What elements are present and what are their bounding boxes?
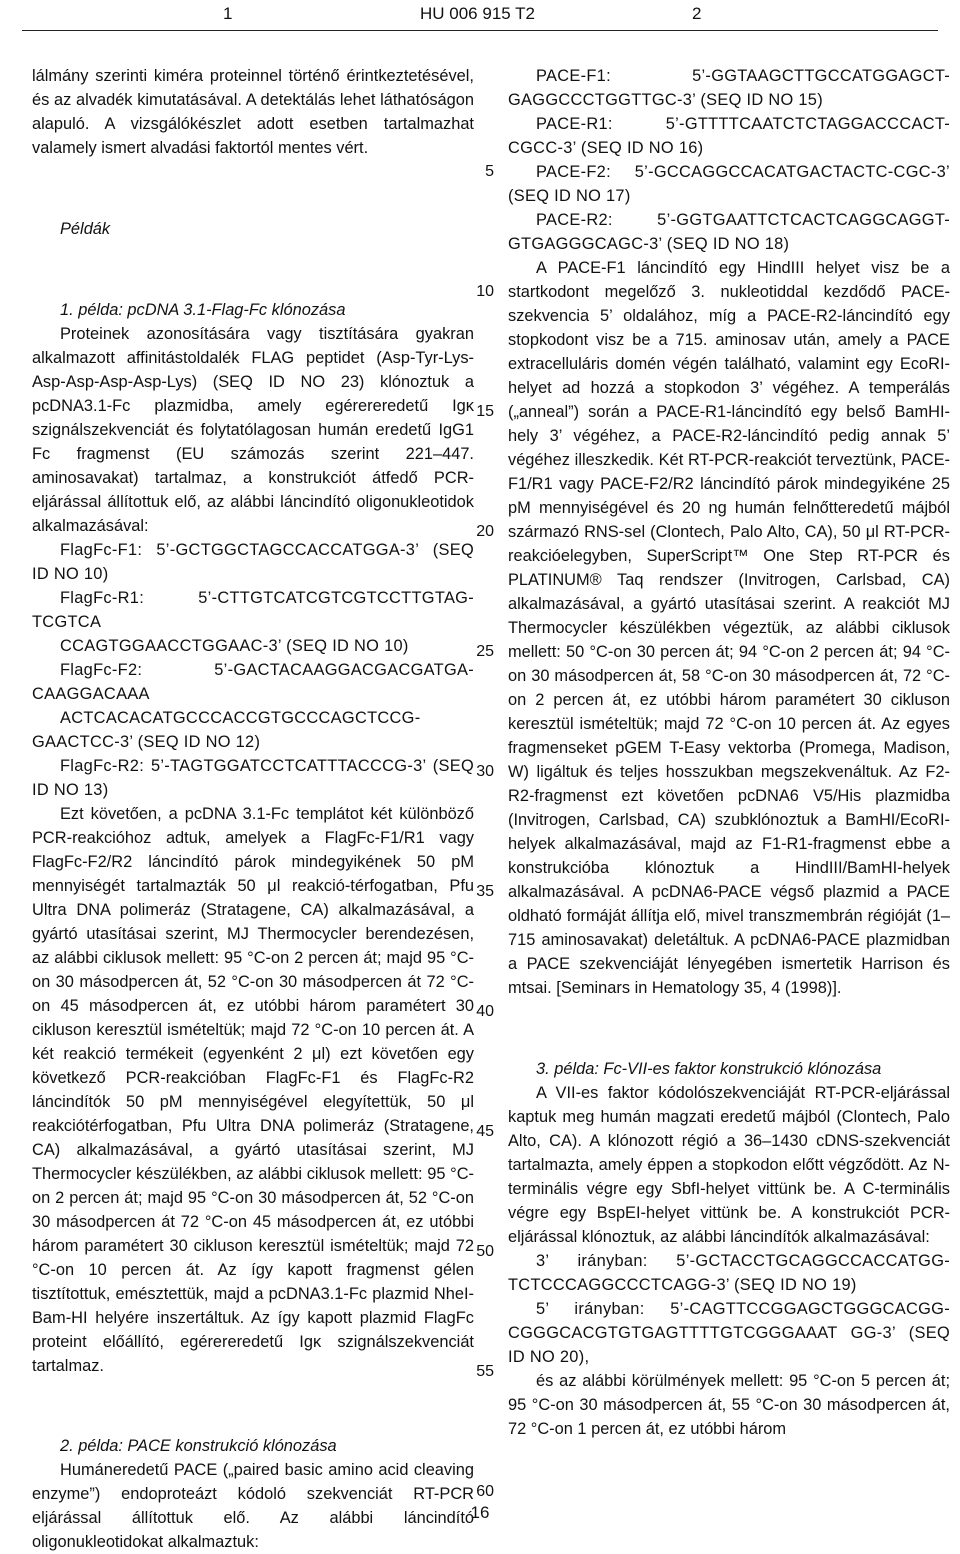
primer-sequence: PACE-R2: 5’-GGTGAATTCTCACTCAGGCAGGT-GTGAGGGCAGC-3’ (SEQ ID NO 18) — [508, 211, 950, 253]
column-number-left: 1 — [223, 4, 233, 23]
primer-sequence: FlagFc-R2: 5’-TAGTGGATCCTCATTTACCCG-3’ (SEQ ID NO 13) — [32, 756, 474, 799]
paragraph-spacer — [32, 257, 474, 281]
line-number: 5 — [485, 163, 494, 180]
body-paragraph: A PACE-F1 láncindító egy HindIII helyet visz be a startkodont megelőző 3. nukleotiddal kezdődő PACE-szekvencia 5’ oldalához, míg a PACE-R2-láncindító egy stopkodont visz be a 715. aminosav után, amely a PACE extracelluláris domén végén található, valamint egy EcoRI-helyet ad hozzá a stopkodon 3’ végéhez. A temperálás („anneal”) során a PACE-R1-láncindító egy belső BamHI-hely 3’ végéhez, a PACE-R2-láncindító pedig annak 5’ végéhez illeszkedik. Két RT-PCR-reakciót terveztünk, PACE-F1/R1 vagy PACE-F2/R2 láncindító párok mindegyikéne 25 pM mennyiségével és 20 ng humán felnőtteredetű májból származó RNS-sel (Clontech, Palo Alto, CA), 50 μl RT-PCR-reakcióelegyben, SuperScript™ One Step RT-PCR és PLATINUM® Taq rendszer (Invitrogen, Carlsbad, CA) alkalmazásával, a gyártó utasításai szerint. A reakciót MJ Thermocycler készülékben végeztük, az alábbi ciklusok mellett: 50 °C-on 30 percen át; 94 °C-on 2 percen át; 94 °C-on 30 másodpercen át, 58 °C-on 30 másodpercen át, 72 °C-on 2 percen át, ez utóbbi három paramétert 30 cikluson keresztül ismételtük; majd 72 °C-on 10 percen át. Az egyes fragmenseket pGEM T-Easy vektorba (Promega, Madison, W) ligáltuk és teljes hosszukban megszekvenáltuk. Az F2-R2-fragmenst ezt követően pcDNA6 V5/His plazmidba (Invitrogen, Carlsbad, CA) szubklónoztuk a BamHI/EcoRI-helyek alkalmazásával, majd az F1-R1-fragmenst ebbe a konstrukcióba klónoztuk a HindIII/BamHI-helyek alkalmazásával. A pcDNA6-PACE végső plazmid a PACE oldható formáját állítja elő, mivel transzmembrán régióját (1–715 aminosavakat) deletáltuk. A pcDNA6-PACE plazmidban a PACE szekvenciáját lényegében ismertetik Harrison és mtsai. [Seminars in Hematology 35, 4 (1998)]. — [508, 259, 950, 997]
patent-number: HU 006 915 T2 — [420, 4, 535, 23]
primer-sequence: 3’ irányban: 5’-GCTACCTGCAGGCCACCATGG-TCTCCCAGGCCCTCAGG-3’ (SEQ ID NO 19) — [508, 1251, 950, 1294]
body-paragraph: Proteinek azonosítására vagy tisztítására gyakran alkalmazott affinitástoldalék FLAG peptidet (Asp-Tyr-Lys-Asp-Asp-Asp-Asp-Lys) (SEQ ID NO 23) klónoztuk a pcDNA3.1-Fc plazmidba, amely egérereredetű Igκ szignálszekvenciát és folytatólagosan humán eredetű IgG1 Fc fragmenst (EU számozás szerint 221–447. aminosavakat) tartalmaz, a konstrukciót átfedő PCR-eljárással állítottuk elő, az alábbi láncindító oligonukleotidok alkalmazásával: — [32, 324, 474, 535]
line-number: 20 — [476, 523, 494, 540]
section-heading: 1. példa: pcDNA 3.1-Flag-Fc klónozása — [60, 300, 346, 319]
primer-sequence: PACE-F2: 5’-GCCAGGCCACATGACTACTC-CGC-3’ (SEQ ID NO 17) — [508, 163, 950, 205]
line-number: 30 — [476, 763, 494, 780]
line-number: 55 — [476, 1363, 494, 1380]
column-number-right: 2 — [692, 4, 702, 23]
line-number: 15 — [476, 403, 494, 420]
primer-sequence: PACE-R1: 5’-GTTTTCAATCTCTAGGACCCACT-CGCC-3’ (SEQ ID NO 16) — [508, 115, 950, 157]
section-heading: 2. példa: PACE konstrukció klónozása — [60, 1437, 337, 1456]
section-heading: Példák — [60, 219, 111, 238]
page-number: 16 — [470, 1503, 490, 1522]
line-number: 35 — [476, 883, 494, 900]
primer-sequence: FlagFc-F2: 5’-GACTACAAGGACGACGATGA-CAAGGACAAA — [32, 660, 474, 703]
line-number: 45 — [476, 1123, 494, 1140]
primer-sequence: 5’ irányban: 5’-CAGTTCCGGAGCTGGGCACGG-CGGGCACGTGTGAGTTTTGTCGGGAAAT GG-3’ (SEQ ID NO 20), — [508, 1299, 950, 1366]
header-divider — [22, 30, 938, 31]
line-number: 50 — [476, 1243, 494, 1260]
primer-sequence: ACTCACACATGCCCACCGTGCCCAGCTCCG-GAACTCC-3’ (SEQ ID NO 12) — [32, 708, 421, 751]
body-paragraph: Ezt követően, a pcDNA 3.1-Fc templátot két különböző PCR-reakcióhoz adtuk, amelyek a FlagFc-F1/R1 vagy FlagFc-F2/R2 láncindító párok mindegyikének 50 pM mennyiségét tartalmazták 50 μl reakció-térfogatban, Pfu Ultra DNA polimeráz (Stratagene, CA) alkalmazásával, a gyártó utasításai szerint, MJ Thermocycler berendezésen, az alábbi ciklusok mellett: 95 °C-on 2 percen át; majd 95 °C-on 30 másodpercen át, 52 °C-on 30 másodpercen át 72 °C-on 45 másodpercen át, ez utóbbi három paramétert 30 cikluson keresztül ismételtük; majd 72 °C-on 10 percen át. A két reakció termékeit (egyenként 2 μl) ezt követően egy következő PCR-reakcióban FlagFc-F1 és FlagFc-R2 láncindítók 50 pM mennyiségével elegyítettük, 50 μl reakciótérfogatban, Pfu Ultra DNA polimeráz (Stratagene, CA) alkalmazásával, a gyártó utasításai szerint, MJ Thermocycler készülékben, az alábbi ciklusok mellett: 95 °C-on 2 percen át; majd 95 °C-on 30 másodpercen át, 52 °C-on 30 másodpercen át 72 °C-on 45 másodpercen át, ez utóbbi három paramétert 30 cikluson keresztül ismételtük; majd 72 °C-on 10 percen át. Az így kapott fragmenst gélen tisztítottuk, emésztettük, majd a pcDNA3.1-Fc plazmid NheI-Bam-HI helyére inszertáltuk. Az így kapott plazmid FlagFc proteint előállító, egérereredetű Igκ szignálszekvenciát tartalmaz. — [32, 804, 474, 1375]
paragraph-spacer — [32, 176, 474, 200]
paragraph-spacer — [508, 1016, 950, 1040]
primer-sequence: FlagFc-R1: 5’-CTTGTCATCGTCGTCCTTGTAG-TCGTCA — [32, 588, 474, 631]
left-column — [32, 64, 474, 1554]
paragraph-spacer — [32, 1394, 474, 1418]
primer-sequence: FlagFc-F1: 5’-GCTGGCTAGCCACCATGGA-3’ (SEQ ID NO 10) — [32, 540, 474, 583]
right-column — [508, 64, 950, 1441]
primer-sequence: CCAGTGGAACCTGGAAC-3’ (SEQ ID NO 10) — [60, 636, 409, 655]
line-number: 25 — [476, 643, 494, 660]
body-paragraph: Humáneredetű PACE („paired basic amino acid cleaving enzyme”) endoproteázt kódoló szekvenciát RT-PCR eljárással állítottuk elő. Az alábbi láncindító oligonukleotidokat alkalmaztuk: — [32, 1461, 474, 1552]
line-number: 60 — [476, 1483, 494, 1500]
body-paragraph: lálmány szerinti kiméra proteinnel történő érintkeztetésével, és az alvadék kimutatásával. A detektálás lehet láthatóságon alapuló. A vizsgálókészlet adott esetben tartalmazhat valamely ismert alvadási faktortól mentes vért. — [32, 67, 474, 157]
section-heading: 3. példa: Fc-VII-es faktor konstrukció klónozása — [536, 1059, 882, 1078]
line-number: 40 — [476, 1003, 494, 1020]
primer-sequence: PACE-F1: 5’-GGTAAGCTTGCCATGGAGCT-GAGGCCCTGGTTGC-3’ (SEQ ID NO 15) — [508, 67, 950, 109]
body-paragraph: és az alábbi körülmények mellett: 95 °C-on 5 percen át; 95 °C-on 30 másodpercen át, 55 °C-on 30 másodpercen át, 72 °C-on 1 percen át, ez utóbbi három — [508, 1371, 950, 1438]
body-paragraph: A VII-es faktor kódolószekvenciáját RT-PCR-eljárással kaptuk meg humán magzati eredetű májból (Clontech, Palo Alto, CA). A klónozott régió a 36–1430 cDNS-szekvenciát tartalmazta, amely éppen a stopkodon előtt végződött. Az N-terminális végre egy SbfI-helyet vittünk be. A C-terminális végre egy BspEI-helyet vittünk be. A konstrukciót PCR-eljárással klónoztuk, az alábbi láncindítók alkalmazásával: — [508, 1083, 950, 1246]
line-number: 10 — [476, 283, 494, 300]
